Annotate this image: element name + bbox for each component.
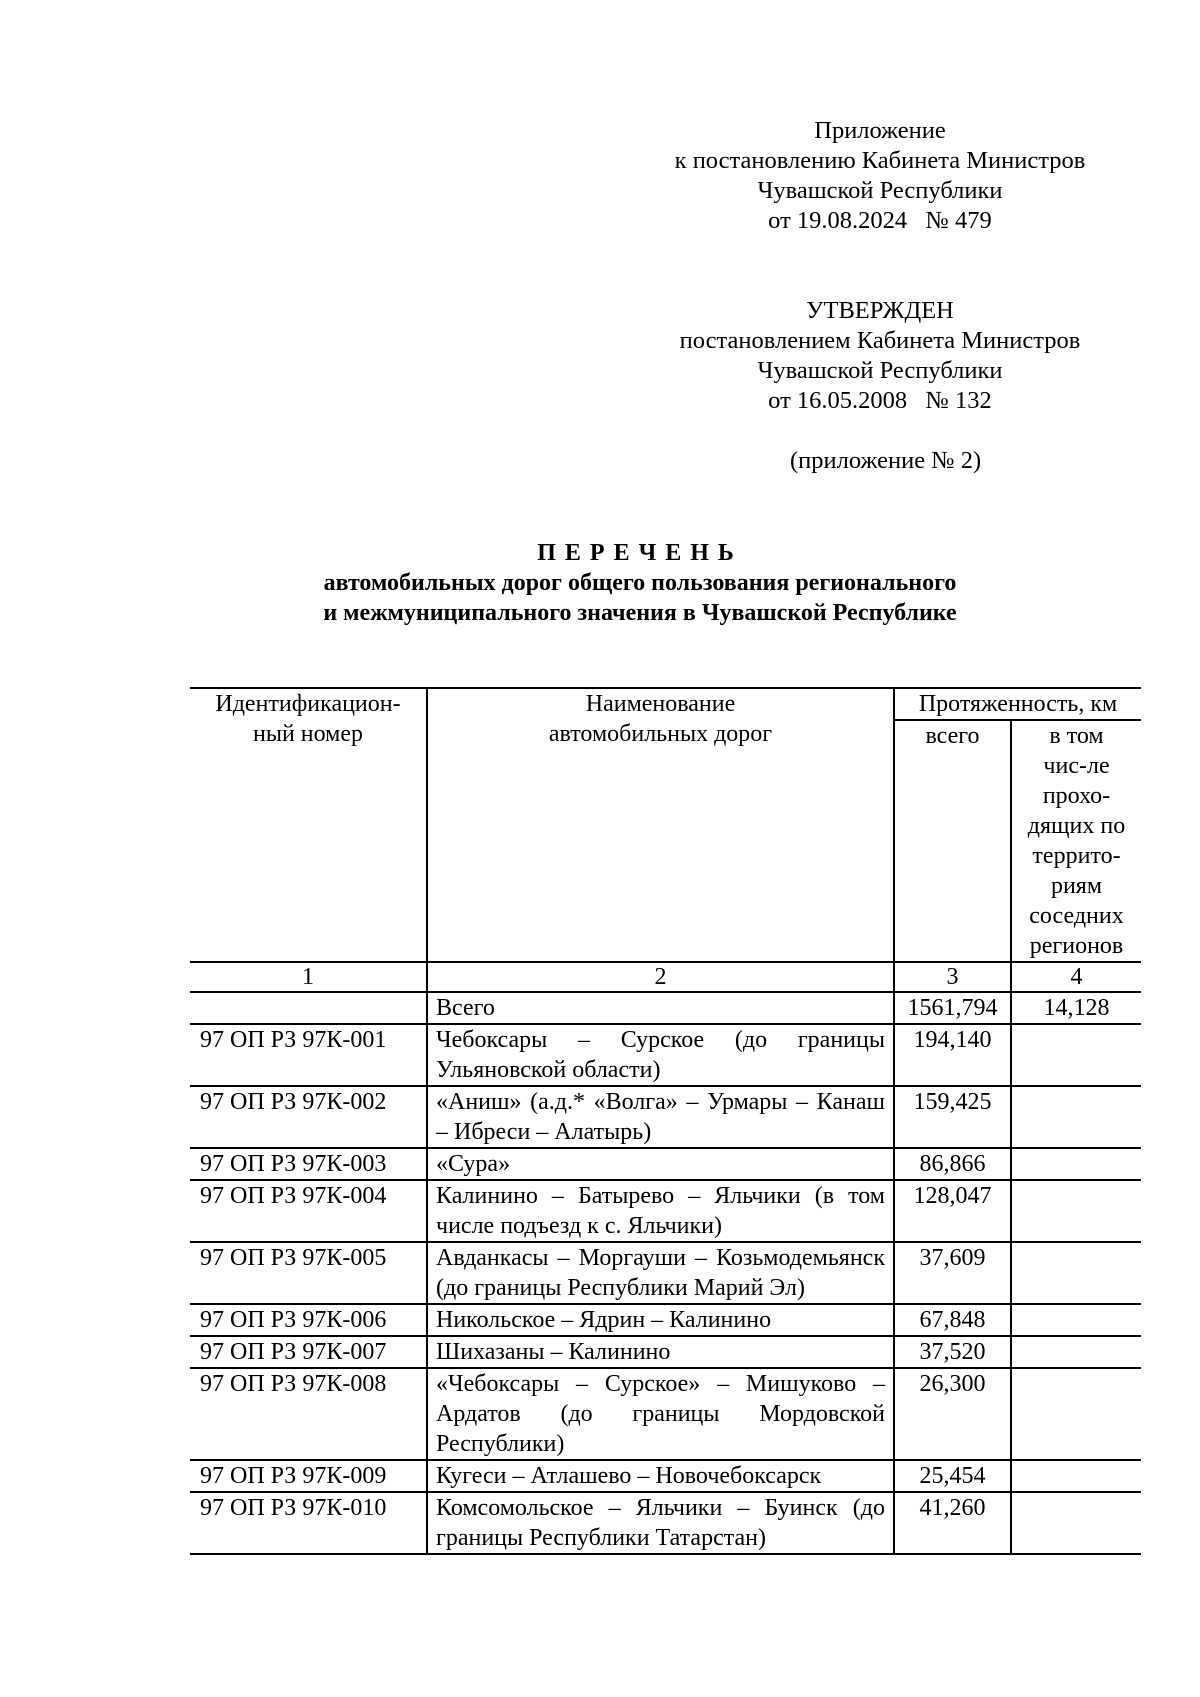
- road-neighbor-length: [1011, 1242, 1141, 1304]
- title-line-2: и межмуниципального значения в Чувашской Республике: [323, 600, 957, 626]
- road-id: 97 ОП РЗ 97К-005: [190, 1242, 427, 1304]
- header-id: [190, 688, 427, 962]
- appendix-line-2: к постановлению Кабинета Министров: [674, 147, 1086, 174]
- road-id: 97 ОП РЗ 97К-010: [190, 1492, 427, 1554]
- road-neighbor-length: [1011, 1148, 1141, 1180]
- table-row: [190, 1368, 1141, 1460]
- road-name: «Чебоксары – Сурское» – Мишуково – Ардатов (до границы Мордовской Республики): [427, 1368, 894, 1460]
- road-neighbor-length: [1011, 1336, 1141, 1368]
- header-neighbor: [1011, 720, 1141, 962]
- road-length: 86,866: [894, 1148, 1011, 1180]
- header-total-label: всего: [925, 723, 980, 749]
- header-neighbor-label: в том чис-ле прохо-дящих по террито-риям соседних регионов: [1027, 723, 1126, 959]
- title-heading: ПЕРЕЧЕНЬ: [537, 540, 743, 566]
- table-row: [190, 1336, 1141, 1368]
- annex-note: (приложение № 2): [790, 447, 982, 474]
- road-length: 37,609: [894, 1242, 1011, 1304]
- column-number-2: 2: [427, 962, 894, 992]
- road-neighbor-length: [1011, 1492, 1141, 1554]
- road-id: 97 ОП РЗ 97К-008: [190, 1368, 427, 1460]
- road-neighbor-length: [1011, 1086, 1141, 1148]
- header-name: [427, 688, 894, 962]
- total-length: 1561,794: [894, 992, 1011, 1024]
- header-length-label: Протяженность, км: [918, 691, 1118, 717]
- road-name: Кугеси – Атлашево – Новочебоксарск: [427, 1460, 894, 1492]
- header-length: [894, 688, 1141, 720]
- road-neighbor-length: [1011, 1368, 1141, 1460]
- road-name: Калинино – Батырево – Яльчики (в том числе подъезд к с. Яльчики): [427, 1180, 894, 1242]
- road-length: 194,140: [894, 1024, 1011, 1086]
- table-row: [190, 1460, 1141, 1492]
- road-name: Никольское – Ядрин – Калинино: [427, 1304, 894, 1336]
- road-name: «Сура»: [427, 1148, 894, 1180]
- appendix-line-3: Чувашской Республики: [757, 177, 1003, 204]
- document-title: [190, 538, 1090, 628]
- road-length: 128,047: [894, 1180, 1011, 1242]
- road-neighbor-length: [1011, 1024, 1141, 1086]
- road-name: Авданкасы – Моргауши – Козьмодемьянск (до границы Республики Марий Эл): [427, 1242, 894, 1304]
- road-id: 97 ОП РЗ 97К-006: [190, 1304, 427, 1336]
- road-name: «Аниш» (а.д.* «Волга» – Урмары – Канаш – Ибреси – Алатырь): [427, 1086, 894, 1148]
- road-length: 26,300: [894, 1368, 1011, 1460]
- approved-line-4: от 16.05.2008 № 132: [768, 387, 992, 414]
- road-id: 97 ОП РЗ 97К-007: [190, 1336, 427, 1368]
- column-number-4: 4: [1011, 962, 1141, 992]
- header-row: [190, 688, 1141, 720]
- total-row: [190, 992, 1141, 1024]
- road-name: Шихазаны – Калинино: [427, 1336, 894, 1368]
- column-number-row: [190, 962, 1141, 992]
- approved-line-3: Чувашской Республики: [757, 357, 1003, 384]
- approved-line-1: УТВЕРЖДЕН: [806, 297, 954, 324]
- column-number-3: 3: [894, 962, 1011, 992]
- road-length: 67,848: [894, 1304, 1011, 1336]
- road-length: 25,454: [894, 1460, 1011, 1492]
- road-name: Комсомольское – Яльчики – Буинск (до границы Республики Татарстан): [427, 1492, 894, 1554]
- header-total: [894, 720, 1011, 962]
- title-line-1: автомобильных дорог общего пользования регионального: [323, 570, 957, 596]
- road-neighbor-length: [1011, 1180, 1141, 1242]
- header-name-label: Наименование автомобильных дорог: [548, 691, 773, 747]
- total-id-cell: [190, 992, 427, 1024]
- road-neighbor-length: [1011, 1304, 1141, 1336]
- road-length: 41,260: [894, 1492, 1011, 1554]
- appendix-header: [640, 116, 1120, 236]
- road-length: 159,425: [894, 1086, 1011, 1148]
- total-neighbor-length: 14,128: [1011, 992, 1141, 1024]
- table-row: [190, 1492, 1141, 1554]
- road-neighbor-length: [1011, 1460, 1141, 1492]
- approved-header: [640, 296, 1120, 416]
- road-name: Чебоксары – Сурское (до границы Ульяновской области): [427, 1024, 894, 1086]
- table-row: [190, 1242, 1141, 1304]
- total-label: Всего: [427, 992, 894, 1024]
- road-id: 97 ОП РЗ 97К-001: [190, 1024, 427, 1086]
- table-row: [190, 1086, 1141, 1148]
- road-id: 97 ОП РЗ 97К-004: [190, 1180, 427, 1242]
- column-number-1: 1: [190, 962, 427, 992]
- road-id: 97 ОП РЗ 97К-009: [190, 1460, 427, 1492]
- road-id: 97 ОП РЗ 97К-003: [190, 1148, 427, 1180]
- road-id: 97 ОП РЗ 97К-002: [190, 1086, 427, 1148]
- header-id-label: Идентификацион-ный номер: [215, 691, 401, 747]
- approved-line-2: постановлением Кабинета Министров: [679, 327, 1081, 354]
- roads-table: [190, 687, 1141, 1555]
- table-row: [190, 1148, 1141, 1180]
- table-row: [190, 1180, 1141, 1242]
- appendix-line-4: от 19.08.2024 № 479: [768, 207, 992, 234]
- table-row: [190, 1304, 1141, 1336]
- appendix-line-1: Приложение: [814, 117, 946, 144]
- road-length: 37,520: [894, 1336, 1011, 1368]
- table-row: [190, 1024, 1141, 1086]
